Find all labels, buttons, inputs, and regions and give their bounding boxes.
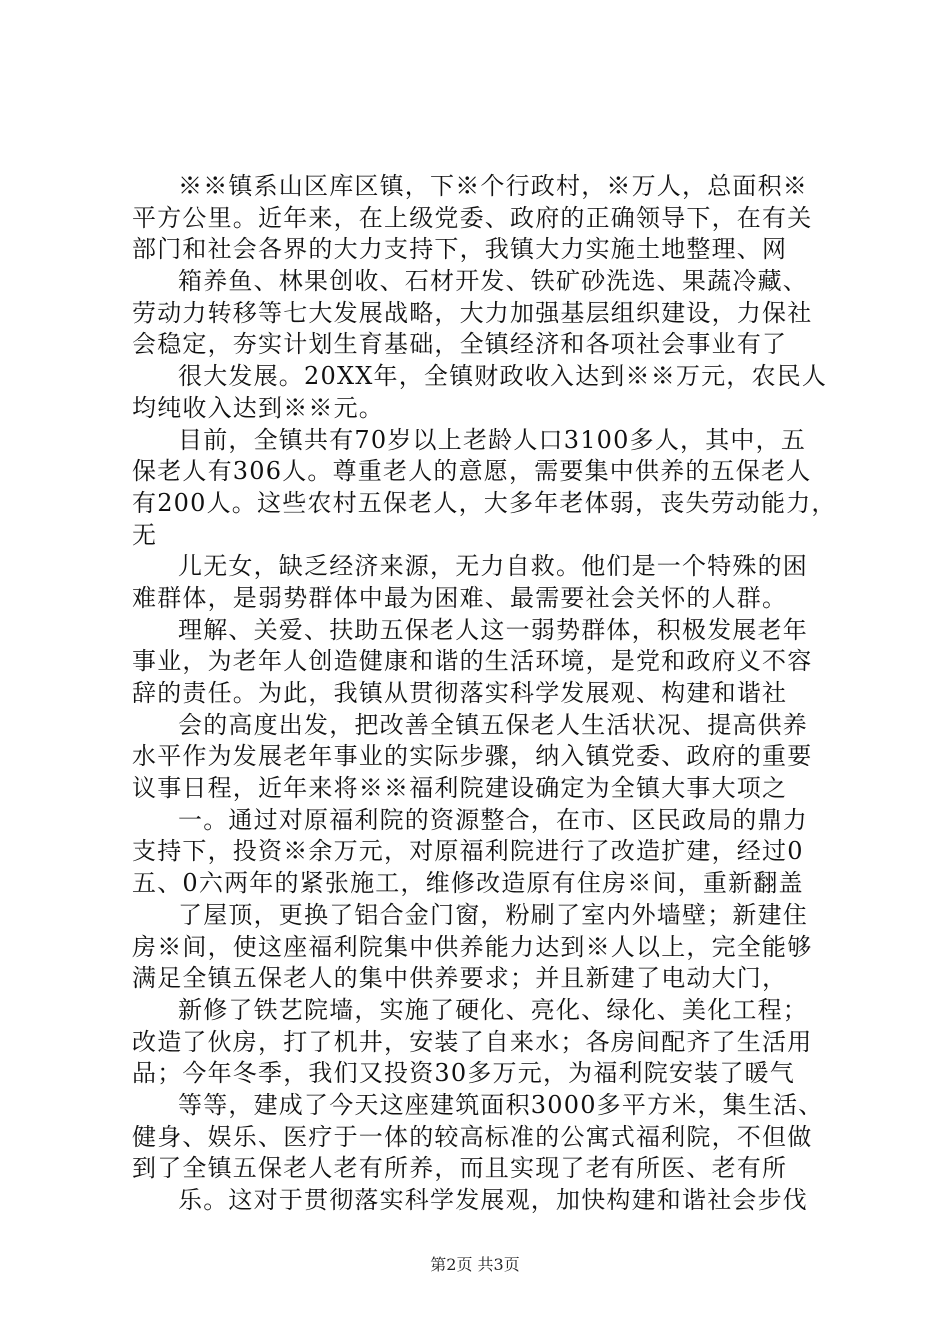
text-line: 保老人有306人。尊重老人的意愿，需要集中供养的五保老人 [132, 457, 812, 486]
text-line: 事业，为老年人创造健康和谐的生活环境，是党和政府义不容 [132, 647, 813, 676]
text-line: 到了全镇五保老人老有所养，而且实现了老有所医、老有所 [132, 1154, 788, 1183]
text-line: 难群体，是弱势群体中最为困难、最需要社会关怀的人群。 [132, 583, 788, 612]
text-line: 儿无女，缺乏经济来源，无力自救。他们是一个特殊的困 [178, 552, 808, 581]
text-line: 会的高度出发，把改善全镇五保老人生活状况、提高供养 [178, 710, 808, 739]
text-line: 箱养鱼、林果创收、石材开发、铁矿砂洗选、果蔬冷藏、 [178, 267, 808, 296]
text-line: 满足全镇五保老人的集中供养要求；并且新建了电动大门， [132, 964, 788, 993]
text-line: 平方公里。近年来，在上级党委、政府的正确领导下，在有关 [132, 203, 813, 232]
text-line: 房※间，使这座福利院集中供养能力达到※人以上，完全能够 [132, 932, 813, 961]
text-line: 有200人。这些农村五保老人，大多年老体弱，丧失劳动能力， [132, 488, 837, 517]
text-line: 一。通过对原福利院的资源整合，在市、区民政局的鼎力 [178, 805, 808, 834]
text-line: 新修了铁艺院墙，实施了硬化、亮化、绿化、美化工程； [178, 995, 808, 1024]
text-line: 目前，全镇共有70岁以上老龄人口3100多人，其中，五 [178, 425, 807, 454]
text-line: 改造了伙房，打了机井，安装了自来水；各房间配齐了生活用 [132, 1027, 813, 1056]
text-line: 会稳定，夯实计划生育基础，全镇经济和各项社会事业有了 [132, 330, 788, 359]
text-line: 支持下，投资※余万元，对原福利院进行了改造扩建，经过0 [132, 837, 804, 866]
text-line: 品；今年冬季，我们又投资30多万元，为福利院安装了暖气 [132, 1059, 795, 1088]
text-line: 无 [132, 520, 158, 549]
document-body [132, 171, 837, 1217]
text-line: 健身、娱乐、医疗于一体的较高标准的公寓式福利院，不但做 [132, 1122, 813, 1151]
text-line: 部门和社会各界的大力支持下，我镇大力实施土地整理、网 [132, 235, 788, 264]
text-line: 劳动力转移等七大发展战略，大力加强基层组织建设，力保社 [132, 298, 813, 327]
text-line: 水平作为发展老年事业的实际步骤，纳入镇党委、政府的重要 [132, 742, 813, 771]
text-line: 五、0六两年的紧张施工，维修改造原有住房※间，重新翻盖 [132, 869, 804, 898]
text-line: 乐。这对于贯彻落实科学发展观，加快构建和谐社会步伐 [178, 1186, 808, 1214]
text-line: 议事日程，近年来将※※福利院建设确定为全镇大事大项之 [132, 774, 788, 803]
text-line: 辞的责任。为此，我镇从贯彻落实科学发展观、构建和谐社 [132, 679, 788, 707]
page-number-footer: 第2页 共3页 [430, 1255, 520, 1274]
text-line: 了屋顶，更换了铝合金门窗，粉刷了室内外墙壁；新建住 [178, 900, 808, 929]
text-line: 均纯收入达到※※元。 [132, 393, 384, 422]
text-line: 很大发展。20XX年，全镇财政收入达到※※万元，农民人 [178, 362, 828, 391]
text-line: 理解、关爱、扶助五保老人这一弱势群体，积极发展老年 [178, 615, 808, 644]
text-line: ※※镇系山区库区镇，下※个行政村，※万人，总面积※ [178, 172, 808, 200]
text-line: 等等，建成了今天这座建筑面积3000多平方米，集生活、 [178, 1090, 824, 1119]
